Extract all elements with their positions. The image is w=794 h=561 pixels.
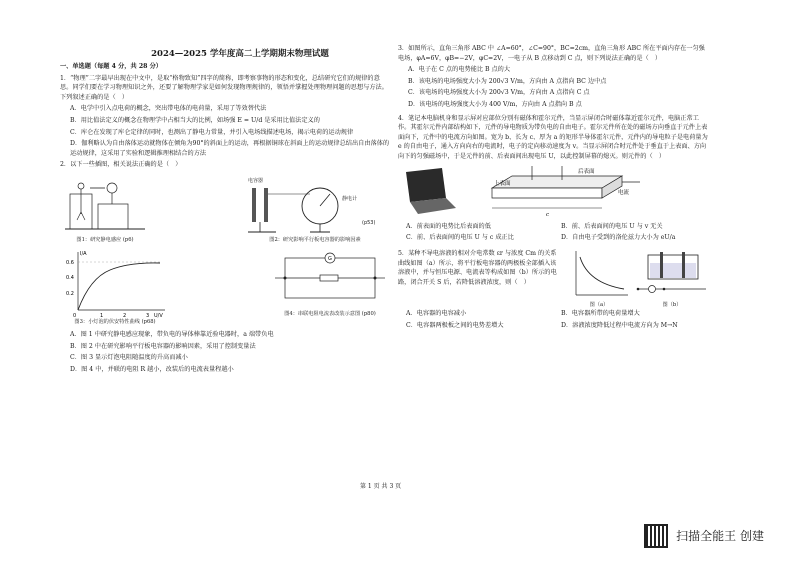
fig2-caption: 图2：研究影响平行板电容器的影响因素: [269, 237, 361, 244]
fig2-electrometer-label: 静电计: [342, 196, 358, 203]
q1-option-a: A．电学中引入点电荷的概念，突出带电体的电荷量，采用了等效替代法: [70, 105, 267, 113]
iv-curve-chart: [60, 248, 170, 318]
right-column: [398, 44, 710, 332]
q4-option-b: B．前、后表面间的电压 U 与 v 无关: [561, 222, 663, 230]
ammeter-circuit-diagram: [270, 248, 390, 310]
page-footer: 第 1 页 共 3 页: [360, 483, 402, 490]
section-heading: 一、单选题（每题 4 分，共 28 分）: [60, 63, 162, 70]
scanner-label: 扫描全能王 创建: [676, 528, 764, 543]
figure-2: [240, 174, 390, 244]
fig3-xlabel: U/V: [154, 313, 163, 319]
question-5: [398, 249, 710, 309]
q4-option-d: D．自由电子受到的洛伦兹力大小为 eU/a: [561, 234, 676, 242]
scanner-watermark: [644, 524, 764, 548]
svg-text:c: c: [546, 211, 550, 218]
figure-3: [60, 248, 170, 326]
left-column: [60, 62, 390, 377]
fig3-page: (p68): [141, 319, 156, 326]
fig3-xtick: 0: [73, 313, 77, 319]
label-back-surface: 后表面: [578, 168, 595, 175]
fig3-ytick: 0.4: [66, 275, 74, 282]
fig3-ytick: 0.2: [66, 291, 74, 298]
figure-4: [270, 248, 390, 326]
fig3-xtick: 1: [100, 313, 104, 319]
q3-option-a: A．电子在 C 点的电势能比 B 点的大: [408, 66, 511, 74]
laptop-illustration: [398, 166, 458, 216]
fig3-ytick: 0.6: [66, 260, 74, 267]
q1-option-c: C．库仑在发现了库仑定律的同时，也测出了静电力常量，并引入电场线描述电场，揭示电荷的运动规律: [70, 128, 354, 136]
q5-option-d: D．溶液浓度降低过程中电流方向为 M→N: [561, 321, 678, 329]
qr-code-icon: [644, 524, 668, 548]
q2-option-b: B．图 2 中在研究影响平行板电容器的影响因素，采用了控制变量法: [70, 342, 256, 350]
q5-stem: 5．某种不导电溶液的相对介电常数 εr 与浓度 Cm 的关系曲线如图（a）所示，将平行板电容器的两极板全部插入该溶液中，并与恒压电源、电流表等构成如图（b）所示的电路，闭合开关 S 后，若降低溶液浓度，则（ ）: [398, 249, 557, 286]
capacitor-electrometer-diagram: [240, 174, 390, 236]
question-2: [60, 160, 390, 374]
fig4-caption: 图4：串联电阻电流表改装示意图: [284, 311, 361, 318]
q5-option-a: A．电容器的电容减小: [406, 309, 467, 317]
fig2-page-label: (p53): [362, 220, 376, 227]
label-current: 电流: [618, 189, 630, 196]
q5-options: [398, 309, 710, 332]
q1-stem: 1．“物理”二字最早出现在中文中，是取“格物致知”四字的简称，即考察事物的形态和变化，总结研究它们的规律的意思。同学们要在学习物理知识之外，还要了解物理学家是如何发现物理规律的，领悟并掌握处理物理问题的思想与方法。下列叙述正确的是（ ）: [60, 74, 388, 101]
question-3: [398, 44, 710, 110]
q1-option-b: B．用比值法定义的概念在物理学中占相当大的比例，如场强 E = U/d 是采用比值法定义的: [70, 117, 320, 125]
q2-option-d: D．图 4 中，并联的电阻 R 越小，改装后的电流表量程越小: [70, 366, 234, 374]
figure-5a: [568, 249, 630, 309]
q4-option-a: A．前表面的电势比后表面的低: [406, 222, 491, 230]
fig5a-caption: 图（a）: [589, 301, 609, 308]
q4-stem: 4．笔记本电脑机身和显示屏对应部位分别有磁体和霍尔元件，当显示屏闭合时磁体靠近霍尔元件，电脑正常工作。其霍尔元件内部结构如下，元件的导电物质为带负电的自由电子。霍尔元件所在处的磁场方向垂直于元件上表面向下，元件中的电流方向如图。宽为 b、长为 c、厚为 a 的矩形半导体霍尔元件，元件内的导电粒子是电荷量为 e 的自由电子，通入方向向右的电流时，电子的定向移动速度为 v。当显示屏闭合时元件处于垂直于上表面、方向向下的匀强磁场中，于是元件的前、后表面间出现电压 U，以此控制屏幕的熄灭。则元件的（ ）: [398, 114, 708, 161]
fig3-caption: 图3：小灯泡的伏安特性曲线: [74, 319, 140, 326]
label-top-surface: 上表面: [494, 180, 511, 187]
question-4: [398, 114, 710, 245]
capacitor-solution-circuit: [634, 249, 710, 301]
fig4-page: (p80): [361, 311, 376, 318]
q2-option-a: A．图 1 中研究静电感应现象，带负电的导体棒靠近验电器时，a 端带负电: [70, 331, 274, 339]
fig3-xtick: 3: [146, 313, 150, 319]
hall-element-diagram: [472, 166, 642, 218]
figure-5b: [634, 249, 710, 309]
exam-title: 2024—2025 学年度高二上学期期末物理试题: [151, 49, 329, 59]
fig1-page: (p6): [122, 237, 134, 244]
fig3-xtick: 2: [123, 313, 127, 319]
electroscope-diagram: [60, 174, 150, 236]
permittivity-curve: [568, 249, 630, 301]
q3-option-c: C．该电场的电场强度大小为 200√3 V/m，方向由 A 点指向 C 点: [408, 89, 590, 97]
fig1-caption: 图1：研究静电感应: [76, 237, 122, 244]
figure-1: [60, 174, 150, 244]
q2-option-c: C．图 3 显示灯泡电阻随温度的升高而减小: [70, 354, 188, 362]
q3-stem: 3．如图所示，直角三角形 ABC 中 ∠A=60°，∠C=90°，BC=2cm，直角三角形 ABC 所在平面内存在一匀强电场，φA=6V，φB=−2V，φC=2V，一电子从 B 点移动到 C 点，则下列说法正确的是（ ）: [398, 45, 705, 62]
q3-option-d: D．该电场的电场强度大小为 400 V/m，方向由 A 点指向 B 点: [408, 101, 582, 109]
q3-option-b: B．该电场的电场强度大小为 200√3 V/m，方向由 A 点指向 BC 边中点: [408, 77, 607, 85]
svg-text:G: G: [328, 256, 332, 263]
q5-option-b: B．电容器所带的电荷量增大: [561, 309, 640, 317]
q5-option-c: C．电容器两极板之间的电势差增大: [406, 321, 504, 329]
q1-option-d: D．伽利略认为自由落体运动就物体在倾角为90°的斜面上的运动，再根据铜球在斜面上的运动规律总结出自由落体的运动规律，这采用了实验和逻辑推理相结合的方法: [70, 140, 390, 157]
q2-stem: 2．以下一些插图，相关说法正确的是（ ）: [60, 161, 182, 169]
fig5b-caption: 图（b）: [662, 301, 682, 308]
fig2-capacitor-label: 电容器: [248, 178, 264, 185]
q4-option-c: C．前、后表面间的电压 U 与 c 成正比: [406, 234, 514, 242]
fig3-ylabel: I/A: [80, 251, 87, 258]
question-1: [60, 74, 390, 159]
